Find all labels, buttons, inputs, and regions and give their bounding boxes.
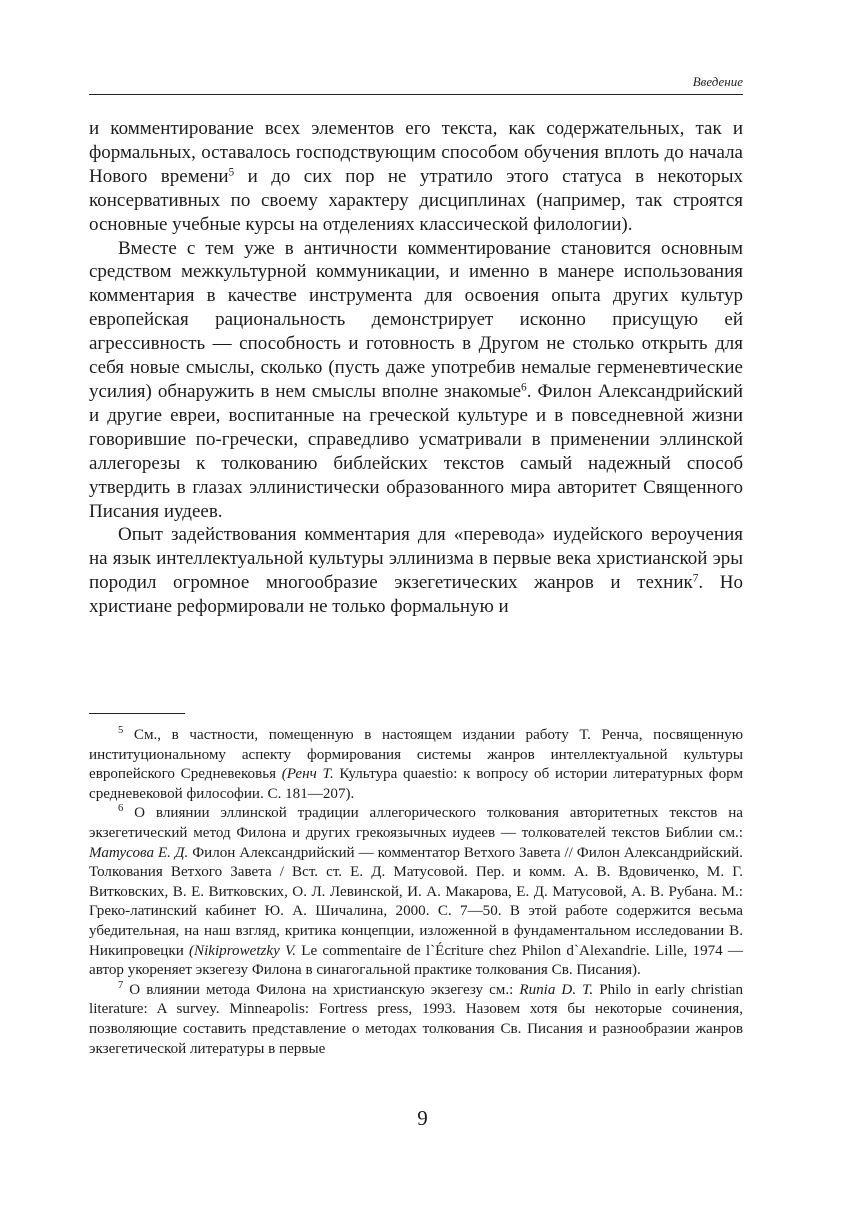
footnote-ref-6: 6 — [521, 381, 527, 394]
footnote-7-text-a: О влиянии метода Филона на христианскую экзегезу см.: — [123, 981, 520, 998]
paragraph-3 — [89, 523, 743, 619]
paragraph-1 — [89, 117, 743, 237]
footnote-ref-5: 5 — [228, 166, 235, 179]
footnotes — [89, 726, 743, 1059]
footnote-6-number: 6 — [118, 803, 124, 815]
footnote-7-text-b: Philo in early christian literature: A survey. Minneapolis: Fortress press, 1993. Назовем хотя бы некоторые сочинения, позволяющие составить представление о методах толкования Св. Писания и разнообразии жанров экзегетической литературы в первые — [89, 981, 743, 1057]
footnote-6-author-2: (Nikiprowetzky V. — [189, 942, 297, 959]
footnote-6-author-1: Матусова Е. Д. — [89, 844, 189, 861]
footnote-6-text-a: О влиянии эллинской традиции аллегорического толкования авторитетных текстов на экзегетический метод Филона и других грекоязычных иудеев — толкователей текстов Библии см.: — [89, 805, 743, 841]
footnote-5-number: 5 — [118, 725, 124, 737]
footnote-7-author: Runia D. T. — [519, 981, 594, 998]
header-rule — [89, 94, 743, 95]
paragraph-2-text-b: . Филон Александрийский и другие евреи, воспитанные на греческой культуре и в повседневной жизни говорившие по-гречески, справедливо усматривали в применении эллинской аллегорезы к толкованию библейских текстов самый надежный способ утвердить в глазах эллинистически образованного мира авторитет Священного Писания иудеев. — [89, 380, 743, 522]
page-number: 9 — [417, 1106, 428, 1130]
paragraph-2-text-a: Вместе с тем уже в античности комментирование становится основным средством межкультурной коммуникации, и именно в манере использования комментария в качестве инструмента для освоения опыта других культур европейская рациональность демонстрирует исконно присущую ей агрессивность — способность и готовность в Другом не столько открыть для себя новые смыслы, сколько (пусть даже употребив немалые герменевтические усилия) обнаружить в нем смыслы вполне знакомые — [89, 237, 743, 402]
footnote-5-text-a: См., в частности, помещенную в настоящем издании работу Т. Ренча, посвященную институциональному аспекту формирования системы жанров интеллектуальной культуры европейского Средневековья — [89, 727, 743, 783]
footnote-6 — [89, 804, 743, 980]
footnote-5 — [89, 726, 743, 804]
running-title: Введение — [692, 74, 743, 89]
paragraph-1-text-a: и комментирование всех элементов его текста, как содержательных, так и формальных, оставалось господствующим способом обучения вплоть до начала Нового времени — [89, 118, 743, 187]
footnote-ref-7: 7 — [692, 572, 699, 585]
paragraph-3-text-b: . Но христиане реформировали не только формальную и — [89, 572, 743, 618]
footnote-5-text-b: Культура quaestio: к вопросу об истории литературных форм средневековой философии. С. 181—207). — [89, 766, 743, 802]
footnote-7 — [89, 981, 743, 1059]
main-text — [89, 117, 743, 619]
footnote-6-text-c: Le commentaire de l`Écriture chez Philon d`Alexandrie. Lille, 1974 — автор укореняет экзегезу Филона в синагогальной практике толкования Св. Писания). — [89, 942, 744, 979]
paragraph-1-text-b: и до сих пор не утратило этого статуса в некоторых консервативных по своему характеру дисциплинах (например, так строятся основные учебные курсы на отделениях классической филологии). — [89, 165, 743, 235]
footnote-7-number: 7 — [118, 979, 124, 991]
footnote-separator — [89, 713, 185, 714]
paragraph-3-text-a: Опыт задействования комментария для «перевода» иудейского вероучения на язык интеллектуальной культуры эллинизма в первые века христианской эры породил огромное многообразие экзегетических жанров и техник — [89, 524, 743, 594]
paragraph-2 — [89, 237, 743, 524]
footnote-6-text-b: Филон Александрийский — комментатор Ветхого Завета // Филон Александрийский. Толкования Ветхого Завета / Вст. ст. Е. Д. Матусовой. Пер. и комм. А. В. Вдовиченко, М. Г. Витковских, В. Е. Витковских, О. Л. Левинской, И. А. Макарова, Е. Д. Матусовой, А. В. Рубана. М.: Греко-латинский кабинет Ю. А. Шичалина, 2000. С. 7—50. В этой работе содержится весьма убедительная, на наш взгляд, критика концепции, изложенной в фундаментальном исследовании В. Никипровецки — [89, 844, 743, 959]
footnote-5-author: (Ренч Т. — [281, 766, 334, 783]
